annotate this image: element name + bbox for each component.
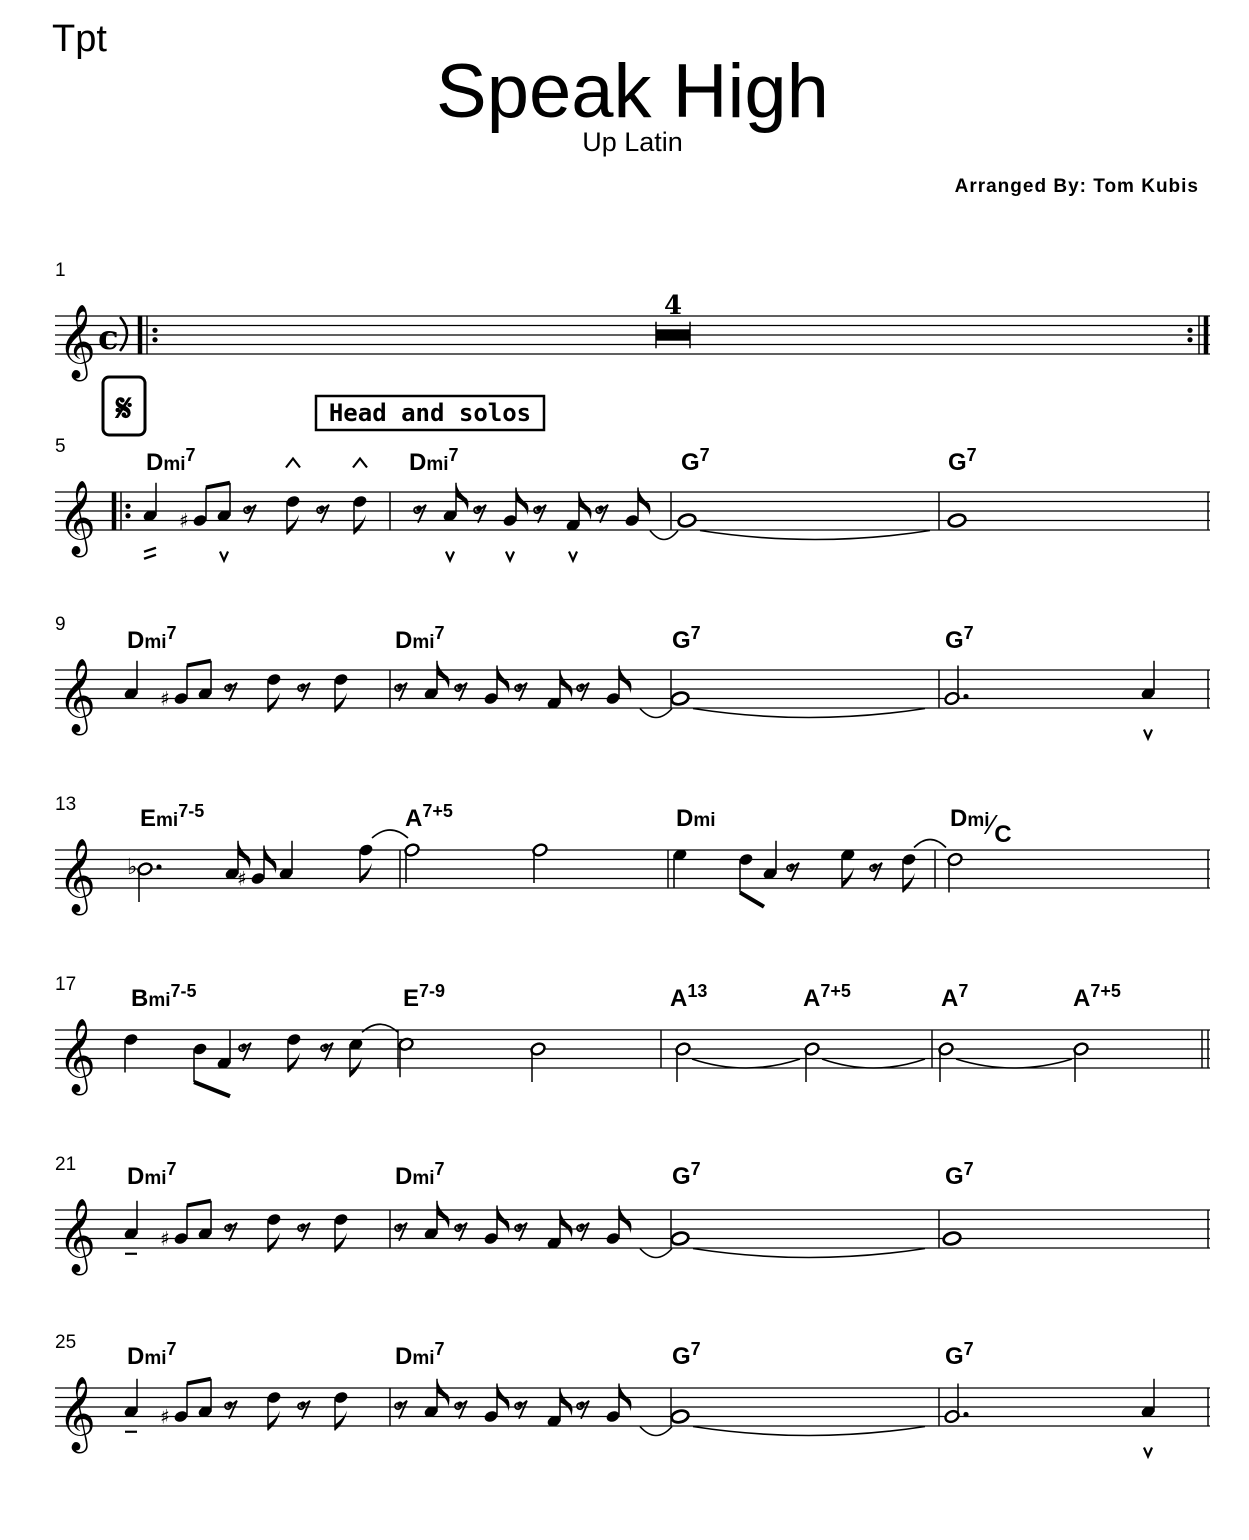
chord-symbol: Dmi⁄C [950,805,1012,848]
note [266,1212,282,1252]
flag [560,670,573,698]
note [672,848,688,888]
eighth-rest-dot [241,1043,247,1049]
note [938,1042,955,1082]
chord-symbol: $G^7$ [672,1159,701,1190]
tie [362,1024,398,1032]
note [160,1206,189,1251]
chord-symbol: $G^7$ [948,445,977,476]
accent-vee [506,552,514,561]
flag [288,1053,300,1073]
eighth-rest-dot [397,1223,403,1229]
treble-clef: 𝄞 [58,481,96,555]
accent-vee [1144,730,1152,739]
repeat-dot [125,504,130,509]
eighth-rest-dot [789,863,795,869]
note [804,1042,821,1082]
note [670,691,689,706]
chord-symbol: $A^7$ [941,981,969,1012]
note [278,841,294,881]
tie [693,1427,925,1436]
eighth-rest-dot [457,683,463,689]
note [358,843,374,883]
notehead [670,691,689,706]
flag [437,1379,450,1407]
measure-number: 1 [55,260,66,281]
chord-symbol: Dmi$^7$ [127,623,177,654]
note [192,1042,208,1082]
measure-number: 25 [55,1332,77,1353]
note [1073,1042,1090,1082]
note [942,1231,961,1246]
flag [842,868,854,888]
tremolo-slash [144,548,156,552]
note [947,513,966,528]
eighth-rest-dot [598,505,604,511]
chord-symbol: $G^7$ [672,1339,701,1370]
beam [206,483,230,488]
note [123,1201,139,1254]
note [546,1388,573,1428]
flag [560,1388,573,1416]
tie [693,709,925,718]
note [1140,1379,1156,1457]
flag [268,1411,280,1431]
eighth-rest-dot [300,1401,306,1407]
chord-symbol: $G^7$ [945,1339,974,1370]
note [123,1379,139,1432]
note [423,1201,450,1241]
dot [963,694,968,699]
flag [335,693,347,713]
chord-symbol: Dmi$^7$ [146,445,196,476]
eighth-rest-dot [246,505,252,511]
note [266,672,282,712]
repeat-dot [125,513,130,518]
note [442,483,469,561]
note [1140,661,1156,739]
multirest-bar [656,329,690,340]
chord-symbol: Dmi$^7$ [395,1159,445,1190]
eighth-rest-dot [476,505,482,511]
note [762,841,778,881]
note [285,459,301,535]
accent-vee [220,552,228,561]
tie [640,1249,672,1258]
flag [335,1233,347,1253]
eighth-rest-dot [323,1043,329,1049]
sharp-sign: ♯ [160,686,170,711]
tie [822,1059,925,1068]
eighth-rest-dot [457,1223,463,1229]
note [530,1042,547,1082]
flag [360,863,372,883]
note [352,459,368,535]
chord-symbol: $A^{7+5}$ [1073,981,1121,1012]
accent-vee [569,552,577,561]
treble-clef: 𝄞 [58,1377,96,1451]
note [840,848,856,888]
tremolo-slash [144,555,156,559]
sharp-sign: ♯ [160,1404,170,1429]
chord-symbol: Emi$^{7-5}$ [140,801,205,832]
accent-vee [1144,1448,1152,1457]
note [266,1390,282,1430]
eighth-rest-dot [579,683,585,689]
note [160,666,189,711]
beam [740,893,764,907]
note [123,661,139,701]
notehead [942,1231,961,1246]
note [123,1032,139,1072]
multirest-count: 4 [663,291,683,321]
eighth-rest-dot [536,505,542,511]
note [605,1206,632,1246]
treble-clef: 𝄞 [58,1199,96,1273]
note [333,1212,349,1252]
eighth-rest-dot [872,863,878,869]
eighth-rest-dot [227,1223,233,1229]
note [605,1384,632,1424]
note [738,852,754,892]
eighth-rest-dot [517,1401,523,1407]
note [398,1037,415,1077]
rehearsal-label: Head and solos [328,399,532,427]
measure-number: 17 [55,974,77,995]
chord-symbol: $E^{7-9}$ [403,981,446,1012]
measure-number: 13 [55,794,77,815]
note [160,1384,189,1429]
sharp-sign: ♯ [179,508,189,533]
repeat-dot [1187,328,1192,333]
note [605,666,632,706]
note [197,1379,213,1419]
note [333,672,349,712]
treble-clef: 𝄞 [58,1019,96,1093]
eighth-rest-dot [227,683,233,689]
chord-symbol: $G^7$ [945,623,974,654]
tie [693,1249,925,1258]
flag [335,1411,347,1431]
eighth-rest-dot [457,1401,463,1407]
beam [187,661,211,666]
repeat-dot [152,337,157,342]
note [901,852,917,892]
flag [437,1201,450,1229]
note [179,488,208,533]
notehead [947,513,966,528]
flag [354,515,366,535]
flag [456,483,469,511]
note [546,1210,573,1250]
note [947,852,964,892]
arranger-credit: Arranged By: Tom Kubis [954,176,1199,197]
chord-symbol: Dmi$^7$ [127,1159,177,1190]
eighth-rest-dot [397,1401,403,1407]
notehead [670,1231,689,1246]
tie [956,1059,1072,1068]
accent-vee [446,552,454,561]
flag [268,1233,280,1253]
measure-number: 5 [55,436,66,457]
flag [238,841,251,869]
note [142,483,158,523]
beam [187,1379,211,1384]
treble-clef: 𝄞 [58,305,96,379]
note [483,1384,510,1424]
sharp-sign: ♯ [160,1226,170,1251]
style-subtitle: Up Latin [582,127,683,157]
note [216,1030,232,1070]
flag [903,873,915,893]
eighth-rest-dot [416,505,422,511]
chord-symbol: Dmi$^7$ [409,445,459,476]
song-title: Speak High [436,49,829,134]
tie [914,840,946,848]
note [197,661,213,701]
chord-symbol: $A^{7+5}$ [803,981,851,1012]
note [197,1201,213,1241]
flag [268,693,280,713]
note [670,1231,689,1246]
note [483,666,510,706]
eighth-rest-dot [517,683,523,689]
eighth-rest-dot [579,1223,585,1229]
note [286,1032,302,1072]
flat-sign: ♭ [127,855,138,880]
chord-symbol: $G^7$ [945,1159,974,1190]
treble-clef: 𝄞 [58,839,96,913]
repeat-dot [1187,337,1192,342]
repeat-dot [152,328,157,333]
segno-icon: 𝄋 [115,386,133,430]
eighth-rest-dot [397,683,403,689]
chord-symbol: Dmi [676,805,716,832]
eighth-rest-dot [227,1401,233,1407]
note [423,661,450,701]
marcato-accent [286,459,300,468]
note [675,1042,692,1082]
beam [194,1082,230,1096]
note [944,666,969,706]
flag [350,1057,362,1077]
measure-number: 21 [55,1154,77,1175]
chord-symbol: $G^7$ [681,445,710,476]
note [944,1384,969,1424]
eighth-rest-dot [579,1401,585,1407]
treble-clef: 𝄞 [58,659,96,733]
tie [372,830,408,838]
flag [287,515,299,535]
chord-symbol: Dmi$^7$ [395,1339,445,1370]
eighth-rest-dot [300,1223,306,1229]
chord-symbol: $A^{13}$ [670,981,708,1012]
dot [156,864,161,869]
note [423,1379,450,1419]
note [677,513,696,528]
instrument-label: Tpt [52,18,107,60]
cut-time-arc [120,317,127,351]
chord-symbol: $G^7$ [672,623,701,654]
flag [579,492,592,520]
eighth-rest-dot [300,683,306,689]
measure-number: 9 [55,614,66,635]
dot [963,1412,968,1417]
tie [640,709,672,718]
note [216,483,232,561]
notehead [677,513,696,528]
note [546,670,573,710]
note [333,1390,349,1430]
eighth-rest-dot [517,1223,523,1229]
note [624,488,651,528]
note [404,843,421,883]
tie [650,531,678,540]
tie [640,1427,672,1436]
chord-symbol: Dmi$^7$ [127,1339,177,1370]
tie [700,531,930,540]
note [348,1037,364,1077]
eighth-rest-dot [319,505,325,511]
sharp-sign: ♯ [237,866,247,891]
tie [692,1059,800,1068]
common-time-sig: c [98,318,119,358]
chord-symbol: Bmi$^{7-5}$ [131,981,197,1012]
note [532,843,549,883]
flag [560,1210,573,1238]
flag [437,661,450,689]
note [502,488,529,561]
note [483,1206,510,1246]
notehead [670,1409,689,1424]
marcato-accent [353,459,367,468]
beam [187,1201,211,1206]
note [565,492,592,560]
note [670,1409,689,1424]
chord-symbol: $A^{7+5}$ [405,801,453,832]
chord-symbol: Dmi$^7$ [395,623,445,654]
